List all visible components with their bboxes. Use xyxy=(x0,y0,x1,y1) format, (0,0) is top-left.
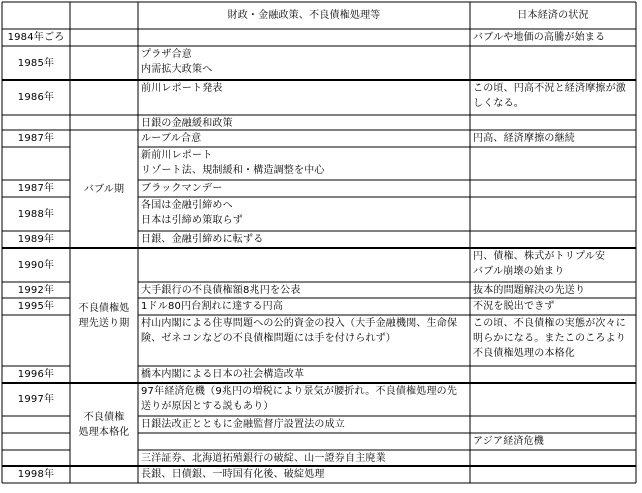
year-cell: 1992年 xyxy=(17,284,55,296)
period-label: バブル期 xyxy=(83,183,125,195)
economy-cell: 円高、経済摩擦の継続 xyxy=(473,133,575,144)
year-cell: 1996年 xyxy=(17,369,55,380)
year-cell: 1987年 xyxy=(17,133,55,144)
year-cell: 1998年 xyxy=(17,469,55,480)
policy-cell: 日銀の金融緩和政策 xyxy=(141,118,233,129)
economy-cell: 抜本的問題解決の先送り xyxy=(473,285,586,296)
policy-cell: 新前川レポート リゾート法、規制緩和・構造調整を中心 xyxy=(141,150,325,176)
year-cell: 1990年 xyxy=(17,259,55,271)
period-label: 不良債権処 理先送り期 xyxy=(78,302,130,329)
policy-cell: ブラックマンデー xyxy=(141,183,223,194)
policy-cell: 橋本内閣による日本の社会構造改革 xyxy=(141,369,305,380)
policy-cell: 97年経済危機（9兆円の増税により景気が腰折れ。不良債権処理の先 送りが原因とする説もあり） xyxy=(141,386,458,412)
header-policy: 財政・金融政策、不良債権処理等 xyxy=(227,10,381,21)
policy-cell: 日銀、金融引締めに転ずる xyxy=(141,234,264,245)
economy-cell: この頃、円高不況と経済摩擦が激 しくなる。 xyxy=(473,83,626,109)
policy-cell: 三洋証券、北海道拓殖銀行の破綻、山一證券自主廃業 xyxy=(141,453,386,464)
policy-cell: 1ドル80円台割れに達する円高 xyxy=(141,301,284,312)
year-cell: 1995年 xyxy=(17,301,55,312)
year-cell: 1988年 xyxy=(17,208,55,220)
policy-cell: 大手銀行の不良債権額8兆円を公表 xyxy=(141,285,301,296)
year-cell: 1985年 xyxy=(17,57,55,69)
year-cell: 1997年 xyxy=(17,394,55,405)
year-cell: 1984年ごろ xyxy=(7,32,65,43)
economy-cell: 不況を脱出できず xyxy=(473,301,555,312)
period-label: 不良債権 処理本格化 xyxy=(78,411,130,438)
policy-cell: 長銀、日債銀、一時国有化後、破綻処理 xyxy=(141,469,325,480)
policy-cell: 村山内閣による住専問題への公的資金の投入（大手金融機関、生命保 険、ゼネコンなどの不良債権問題には手を付けられず） xyxy=(141,318,458,344)
policy-cell: 各国は金融引締めへ 日本は引締め策取らず xyxy=(141,200,243,226)
policy-cell: 前川レポート発表 xyxy=(141,83,223,94)
economy-cell: 円、債権、株式がトリプル安 バブル崩壊の始まり xyxy=(473,251,606,277)
policy-cell: ルーブル合意 xyxy=(141,133,202,144)
header-economy: 日本経済の状況 xyxy=(517,10,589,21)
economy-cell: バブルや地価の高騰が始まる xyxy=(473,32,606,43)
policy-cell: プラザ合意 内需拡大政策へ xyxy=(141,49,213,75)
year-cell: 1987年 xyxy=(17,183,55,194)
policy-cell: 日銀法改正とともに金融監督庁設置法の成立 xyxy=(141,419,345,430)
year-cell: 1986年 xyxy=(17,92,55,103)
economy-cell: アジア経済危機 xyxy=(473,436,544,447)
year-cell: 1989年 xyxy=(17,234,55,245)
economy-cell: この頃、不良債権の実態が次々に 明らかになる。またこのころより 不良債権処理の本格化 xyxy=(473,318,626,359)
